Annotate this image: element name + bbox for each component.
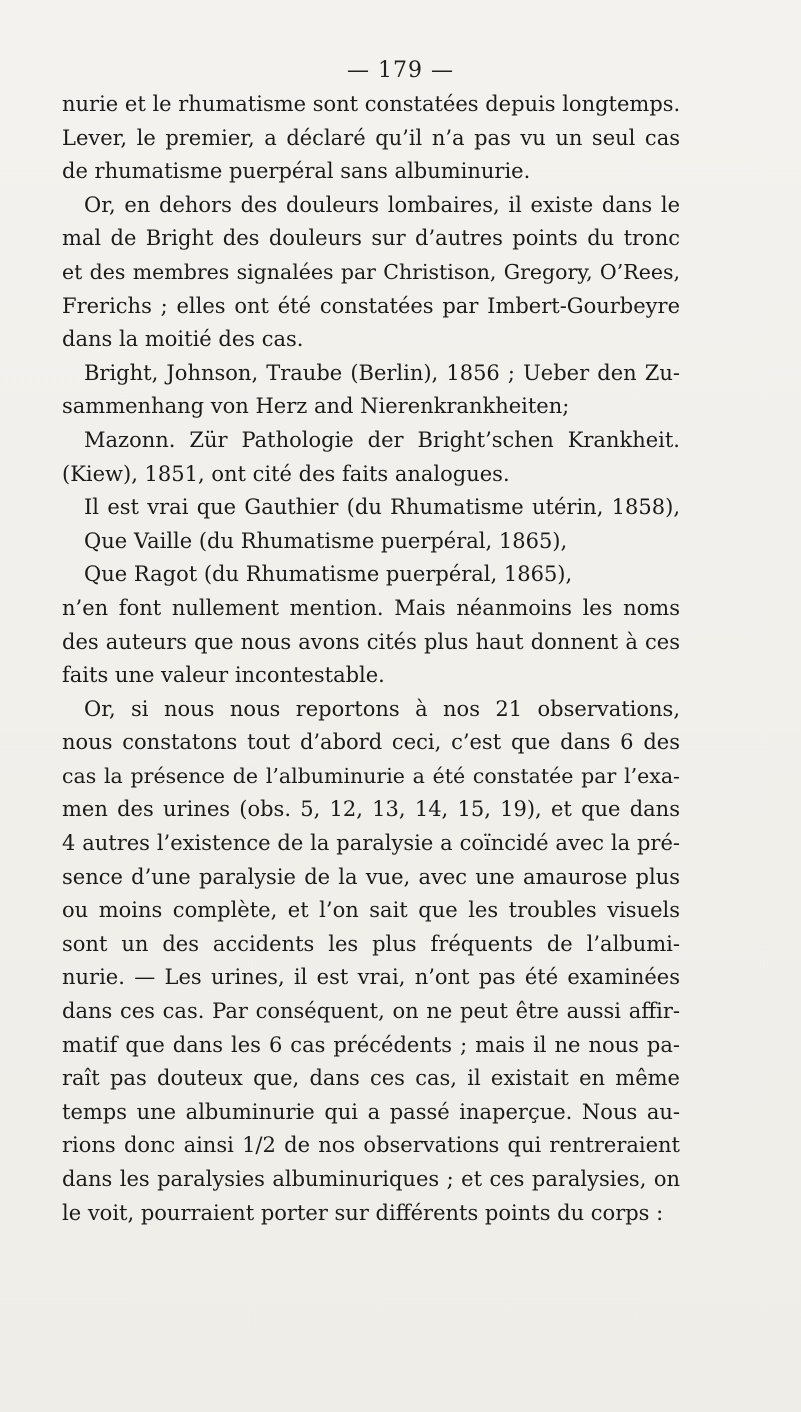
text-line: Il est vrai que Gauthier (du Rhumatisme utérin, 1858), — [84, 495, 680, 520]
text-line: Frerichs ; elles ont été constatées par Imbert-Gourbeyre — [62, 293, 680, 318]
text-line: mal de Bright des douleurs sur d’autres points du tronc — [62, 226, 680, 251]
text-line: Que Vaille (du Rhumatisme puerpéral, 1865), — [84, 528, 568, 553]
text-line: des auteurs que nous avons cités plus haut donnent à ces — [62, 629, 680, 654]
body-text — [62, 88, 680, 1230]
text-line: Mazonn. Zür Pathologie der Bright’schen Krankheit. — [84, 427, 680, 452]
text-line: rions donc ainsi 1/2 de nos observations qui rentreraient — [62, 1133, 680, 1158]
text-line: cas la présence de l’albuminurie a été constatée par l’exa- — [62, 763, 680, 788]
text-line: Bright, Johnson, Traube (Berlin), 1856 ; Ueber den Zu- — [84, 360, 680, 385]
text-line: (Kiew), 1851, ont cité des faits analogues. — [62, 461, 510, 486]
text-line: dans les paralysies albuminuriques ; et ces paralysies, on — [62, 1167, 680, 1191]
text-line: n’en font nullement mention. Mais néanmoins les noms — [62, 595, 680, 620]
text-line: Que Ragot (du Rhumatisme puerpéral, 1865), — [84, 562, 573, 587]
text-line: raît pas douteux que, dans ces cas, il existait en même — [62, 1066, 680, 1091]
text-line: le voit, pourraient porter sur différents points du corps : — [62, 1200, 664, 1225]
text-line: sammenhang von Herz and Nierenkrankheiten; — [62, 394, 570, 419]
text-line: Or, en dehors des douleurs lombaires, il existe dans le — [84, 192, 680, 217]
text-line: Or, si nous nous reportons à nos 21 observations, — [84, 696, 680, 721]
text-line: et des membres signalées par Christison, Gregory, O’Rees, — [62, 259, 680, 284]
text-line: nurie. — Les urines, il est vrai, n’ont pas été examinées — [62, 965, 680, 990]
text-line: nous constatons tout d’abord ceci, c’est que dans 6 des — [62, 730, 680, 755]
text-line: dans ces cas. Par conséquent, on ne peut être aussi affir- — [62, 999, 680, 1024]
text-line: nurie et le rhumatisme sont constatées depuis longtemps. — [62, 92, 681, 116]
text-line: 4 autres l’existence de la paralysie a coïncidé avec la pré- — [62, 831, 680, 856]
text-line: sont un des accidents les plus fréquents de l’albumi- — [62, 931, 680, 956]
text-line: faits une valeur incontestable. — [62, 663, 385, 688]
text-line: Lever, le premier, a déclaré qu’il n’a pas vu un seul cas — [62, 125, 680, 150]
text-line: sence d’une paralysie de la vue, avec une amaurose plus — [62, 864, 680, 889]
text-line: dans la moitié des cas. — [62, 327, 304, 352]
text-line: temps une albuminurie qui a passé inaperçue. Nous au- — [62, 1099, 680, 1124]
text-line: matif que dans les 6 cas précédents ; mais il ne nous pa- — [62, 1032, 680, 1057]
text-line: men des urines (obs. 5, 12, 13, 14, 15, 19), et que dans — [62, 797, 680, 822]
page-number: — 179 — — [347, 58, 454, 83]
text-line: de rhumatisme puerpéral sans albuminurie. — [62, 159, 531, 184]
text-line: ou moins complète, et l’on sait que les troubles visuels — [62, 898, 680, 923]
